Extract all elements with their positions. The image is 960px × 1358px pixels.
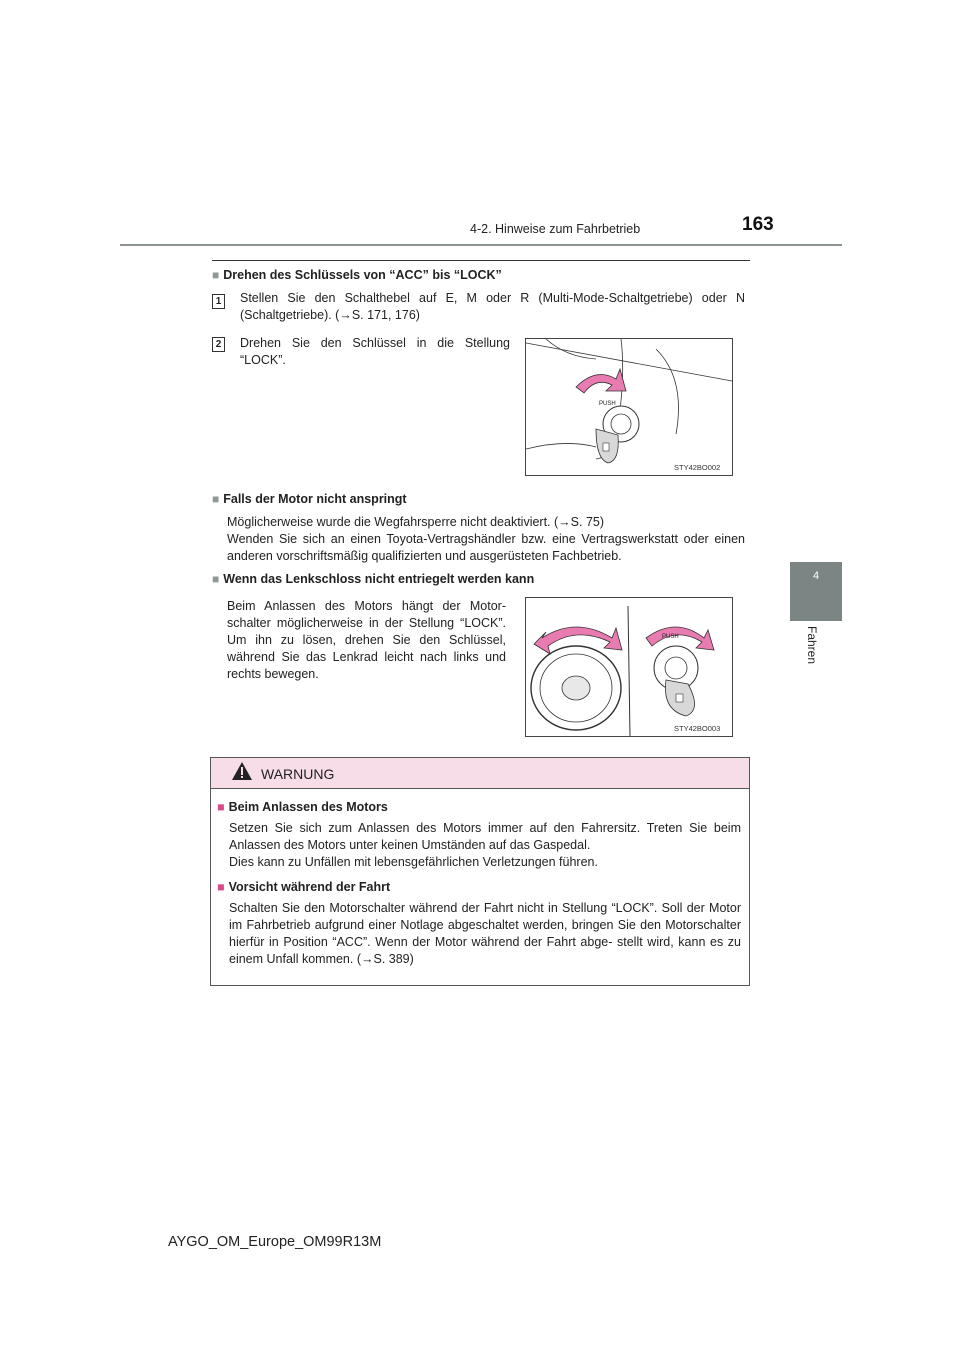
- square-bullet-icon: ■: [217, 880, 225, 894]
- square-bullet-icon: ■: [212, 492, 220, 506]
- chapter-number: 4: [812, 570, 820, 582]
- section-body-engine-not-starting: [227, 514, 745, 565]
- header-section-title: 4-2. Hinweise zum Fahrbetrieb: [470, 222, 641, 236]
- warning-box: [210, 757, 750, 986]
- section-title: Drehen des Schlüssels von “ACC” bis “LOCK”: [223, 268, 502, 282]
- section-title: Wenn das Lenkschloss nicht entriegelt werden kann: [223, 572, 535, 586]
- section-heading-key-turn: [212, 268, 502, 282]
- chapter-label: Fahren: [805, 626, 819, 665]
- warning-header: [211, 758, 749, 789]
- section-heading-engine-not-starting: [212, 492, 407, 506]
- body-line: Möglicherweise wurde die Wegfahrsperre nicht deaktiviert. (→S. 75): [227, 515, 605, 529]
- figure-code: STY42BO002: [674, 463, 721, 472]
- figure-key-turn-to-lock: [525, 338, 733, 476]
- step-number-2: 2: [212, 337, 225, 352]
- ignition-key-illustration: [526, 339, 732, 475]
- document-code: AYGO_OM_Europe_OM99R13M: [168, 1234, 382, 1250]
- section-body-steering-lock: Beim Anlassen des Motors hängt der Motor- schalter möglicherweise in der Stellung “LOCK”. Um ihn zu lösen, drehen Sie den Schlüssel, während Sie das Lenkrad leicht nach links und rechts bewegen.: [227, 599, 506, 681]
- warning-item-body-2: Schalten Sie den Motorschalter während der Fahrt nicht in Stellung “LOCK”. Soll der Motor im Fahrbetrieb aufgrund einer Notlage abgeschaltet werden, bringen Sie den Motorschalter hierfür in Position “ACC”. Wenn der Motor während der Fahrt abge- stellt wird, kann es zu einem Unfall kommen. (→S. 389): [229, 901, 741, 966]
- warning-item-title-2: [217, 880, 390, 894]
- step-text-2: Drehen Sie den Schlüssel in die Stellung “LOCK”.: [240, 336, 510, 367]
- warning-line: Setzen Sie sich zum Anlassen des Motors immer auf den Fahrersitz. Treten Sie beim Anlassen des Motors unter keinen Umständen auf das Gaspedal.: [229, 821, 741, 852]
- page-number: 163: [742, 214, 774, 235]
- push-label: PUSH: [662, 634, 679, 640]
- square-bullet-icon: ■: [212, 268, 220, 282]
- warning-triangle-icon: [231, 761, 253, 781]
- square-bullet-icon: ■: [212, 572, 220, 586]
- warning-line: Dies kann zu Unfällen mit lebensgefährlichen Verletzungen führen.: [229, 855, 598, 869]
- figure-steering-wheel-unlock: [525, 597, 733, 737]
- chapter-tab: [790, 562, 842, 621]
- header-divider: [120, 244, 842, 246]
- figure-code: STY42BO003: [674, 724, 721, 733]
- warning-item-heading: Vorsicht während der Fahrt: [228, 880, 391, 894]
- step-text-1: Stellen Sie den Schalthebel auf E, M oder R (Multi-Mode-Schaltgetriebe) oder N (Schaltgetriebe). (→S. 171, 176): [240, 291, 745, 322]
- step-number-1: 1: [212, 294, 225, 309]
- warning-item-body-1: [229, 820, 741, 871]
- warning-item-heading: Beim Anlassen des Motors: [228, 800, 388, 814]
- square-bullet-icon: ■: [217, 800, 225, 814]
- steering-wheel-illustration: [526, 598, 732, 736]
- body-line: Wenden Sie sich an einen Toyota-Vertragshändler bzw. eine Vertragswerkstatt oder einen anderen vorschriftsmäßig qualifizierten und ausgerüsteten Fachbetrieb.: [227, 532, 745, 563]
- push-label: PUSH: [599, 401, 616, 407]
- warning-title: WARNUNG: [261, 766, 335, 782]
- section-title: Falls der Motor nicht anspringt: [223, 492, 407, 506]
- section-heading-steering-lock: [212, 572, 534, 586]
- content-divider: [212, 260, 750, 261]
- warning-item-title-1: [217, 800, 388, 814]
